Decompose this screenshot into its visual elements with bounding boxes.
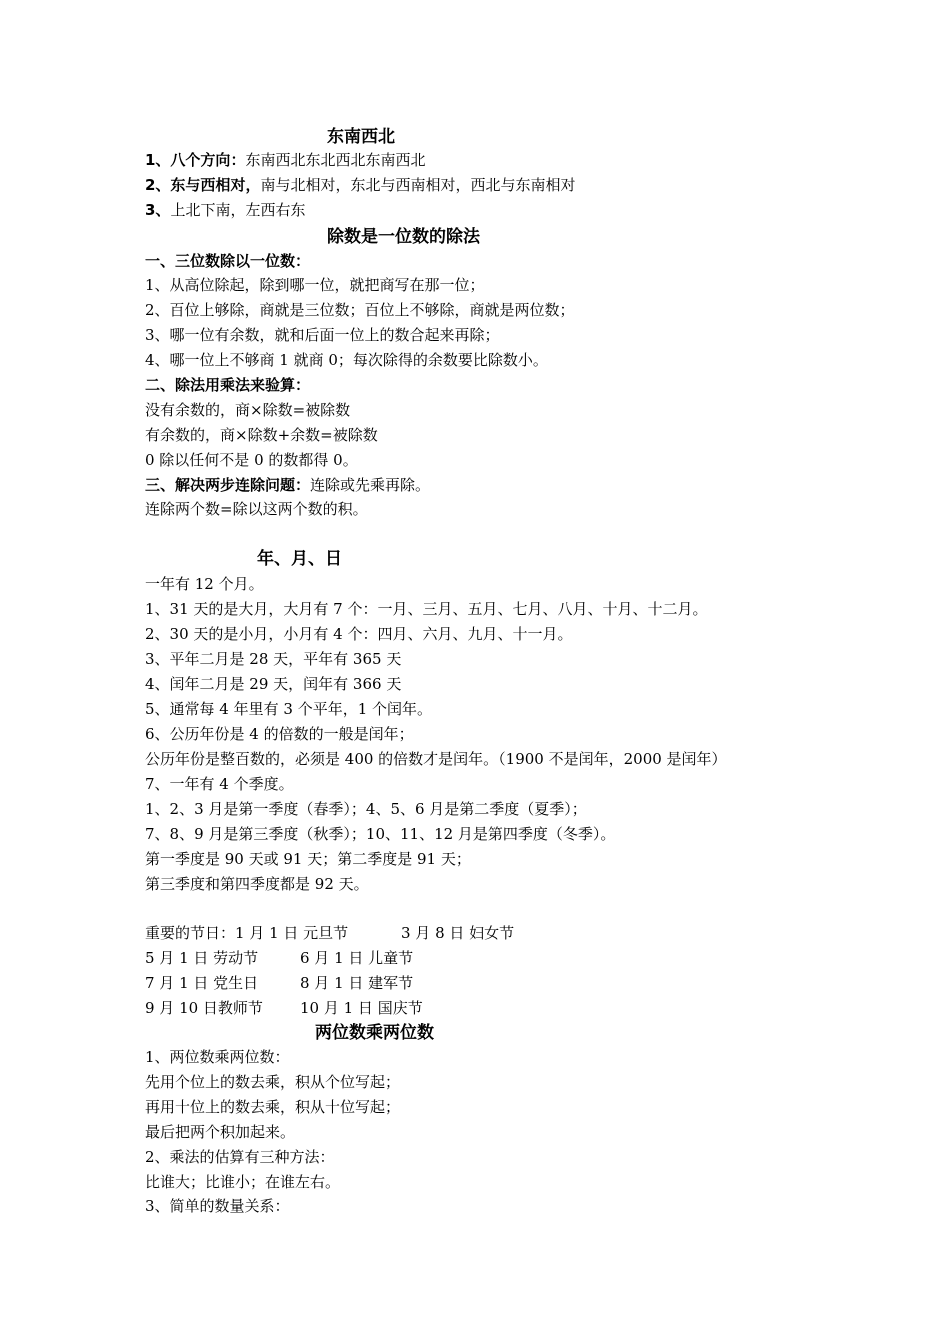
directions-label-2: 2、东与西相对， xyxy=(145,176,261,194)
directions-line-1 xyxy=(145,150,425,170)
section-title-multiplication: 两位数乘两位数 xyxy=(315,1023,434,1043)
calendar-line-5: 4、闰年二月是 29 天，闰年有 366 天 xyxy=(145,675,402,693)
holiday-row-3 xyxy=(145,973,545,993)
holiday-item: 6 月 1 日 儿童节 xyxy=(300,949,414,967)
multiplication-line-5: 2、乘法的估算有三种方法： xyxy=(145,1148,335,1166)
division-line-2: 2、百位上够除，商就是三位数；百位上不够除，商就是两位数； xyxy=(145,301,575,319)
calendar-line-9: 7、一年有 4 个季度。 xyxy=(145,775,294,793)
holidays-intro: 重要的节日： xyxy=(145,924,236,942)
directions-text-3: 上北下南，左西右东 xyxy=(170,201,306,219)
multiplication-line-2: 先用个位上的数去乘，积从个位写起； xyxy=(145,1073,401,1091)
multiplication-line-1: 1、两位数乘两位数： xyxy=(145,1048,290,1066)
holiday-row-1 xyxy=(145,923,545,943)
directions-label-3: 3、 xyxy=(145,201,171,219)
multiplication-line-3: 再用十位上的数去乘，积从十位写起； xyxy=(145,1098,401,1116)
calendar-line-7: 6、公历年份是 4 的倍数的一般是闰年； xyxy=(145,725,414,743)
holiday-item: 3 月 8 日 妇女节 xyxy=(401,924,515,942)
division-line-6: 有余数的，商×除数+余数=被除数 xyxy=(145,426,378,444)
directions-line-2 xyxy=(145,175,575,195)
calendar-line-10: 1、2、3 月是第一季度（春季）；4、5、6 月是第二季度（夏季）； xyxy=(145,800,587,818)
calendar-line-6: 5、通常每 4 年里有 3 个平年，1 个闰年。 xyxy=(145,700,433,718)
directions-label-1: 1、八个方向： xyxy=(145,151,246,169)
holiday-item: 8 月 1 日 建军节 xyxy=(300,974,414,992)
holiday-item: 9 月 10 日教师节 xyxy=(145,999,263,1017)
section-title-division: 除数是一位数的除法 xyxy=(327,227,480,247)
directions-text-2: 南与北相对，东北与西南相对，西北与东南相对 xyxy=(260,176,576,194)
calendar-line-13: 第三季度和第四季度都是 92 天。 xyxy=(145,875,369,893)
multiplication-line-4: 最后把两个积加起来。 xyxy=(145,1123,296,1141)
division-line-7: 0 除以任何不是 0 的数都得 0。 xyxy=(145,451,358,469)
division-subheading-1: 一、三位数除以一位数： xyxy=(145,252,311,270)
calendar-line-11: 7、8、9 月是第三季度（秋季）；10、11、12 月是第四季度（冬季）。 xyxy=(145,825,616,843)
division-subheading-3-text: 连除或先乘再除。 xyxy=(310,476,431,494)
multiplication-line-7: 3、简单的数量关系： xyxy=(145,1197,290,1215)
division-subheading-3: 三、解决两步连除问题： xyxy=(145,476,311,494)
multiplication-line-6: 比谁大；比谁小；在谁左右。 xyxy=(145,1173,341,1191)
division-line-4: 4、哪一位上不够商 1 就商 0；每次除得的余数要比除数小。 xyxy=(145,351,548,369)
holiday-row-4 xyxy=(145,998,545,1018)
division-line-1: 1、从高位除起，除到哪一位，就把商写在那一位； xyxy=(145,276,485,294)
division-line-5: 没有余数的，商×除数=被除数 xyxy=(145,401,351,419)
holiday-item: 7 月 1 日 党生日 xyxy=(145,974,259,992)
section-title-calendar: 年、月、日 xyxy=(257,549,342,569)
directions-text-1: 东南西北东北西北东南西北 xyxy=(245,151,426,169)
directions-line-3 xyxy=(145,200,305,220)
division-subheading-3-line xyxy=(145,475,430,495)
division-line-8: 连除两个数=除以这两个数的积。 xyxy=(145,500,368,518)
calendar-line-12: 第一季度是 90 天或 91 天；第二季度是 91 天； xyxy=(145,850,471,868)
calendar-line-8: 公历年份是整百数的，必须是 400 的倍数才是闰年。（1900 不是闰年，2000 是闰年） xyxy=(145,750,727,768)
holiday-item: 10 月 1 日 国庆节 xyxy=(300,999,423,1017)
division-subheading-2: 二、除法用乘法来验算： xyxy=(145,376,311,394)
calendar-line-3: 2、30 天的是小月，小月有 4 个：四月、六月、九月、十一月。 xyxy=(145,625,573,643)
calendar-line-2: 1、31 天的是大月，大月有 7 个：一月、三月、五月、七月、八月、十月、十二月。 xyxy=(145,600,708,618)
holiday-row-2 xyxy=(145,948,545,968)
calendar-line-4: 3、平年二月是 28 天，平年有 365 天 xyxy=(145,650,402,668)
section-title-directions: 东南西北 xyxy=(327,127,395,147)
division-line-3: 3、哪一位有余数，就和后面一位上的数合起来再除； xyxy=(145,326,500,344)
holiday-item: 1 月 1 日 元旦节 xyxy=(235,924,349,942)
holiday-item: 5 月 1 日 劳动节 xyxy=(145,949,259,967)
calendar-line-1: 一年有 12 个月。 xyxy=(145,575,264,593)
